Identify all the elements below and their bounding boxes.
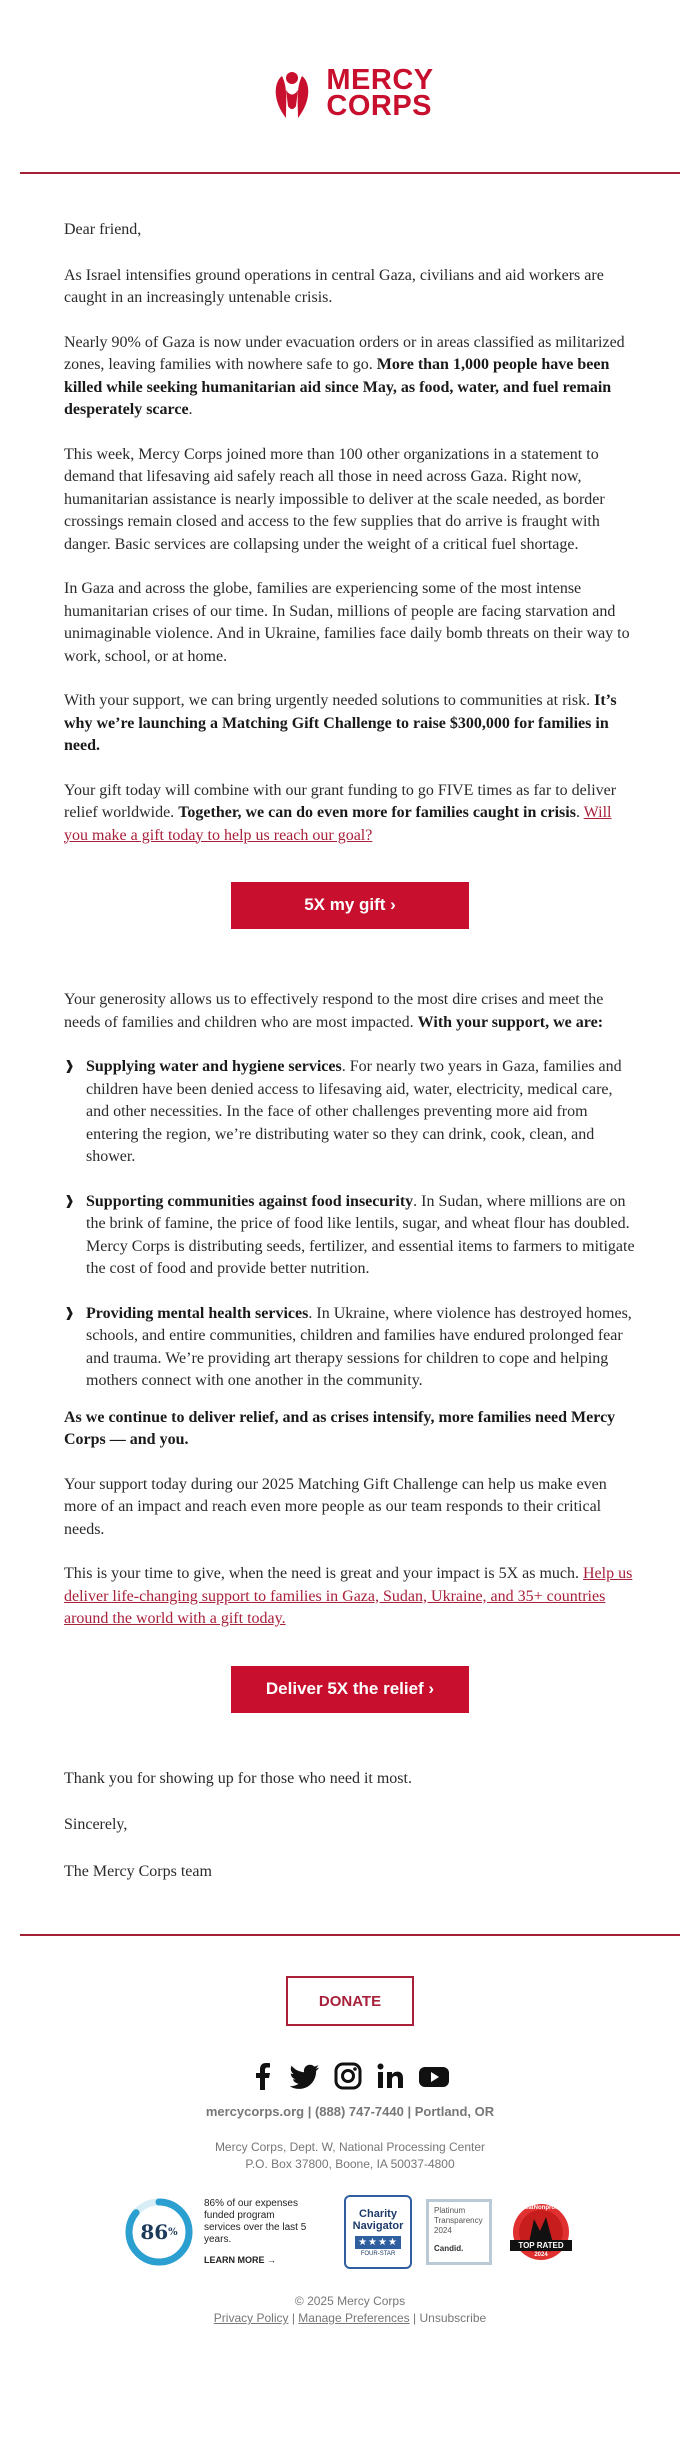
candid-badge[interactable] [426, 2199, 492, 2265]
logo-wordmark [326, 64, 434, 122]
bullet-title: Providing mental health services [86, 1304, 309, 1322]
paragraph-5-bold: It’s why we’re launching a Matching Gift Challenge to raise $300,000 for families in need. [64, 692, 617, 754]
paragraph-9: Your support today during our 2025 Matching Gift Challenge can help us make even more of an impact and reach even more people as our team responds to their critical needs. [64, 1475, 607, 1538]
closing-sincerely: Sincerely, [64, 1816, 128, 1833]
candid-line-2: Transparency [434, 2216, 483, 2225]
paragraph-2-bold: More than 1,000 people have been killed while seeking humanitarian aid since May, as food, water, and fuel remain desperately scarce [64, 356, 612, 418]
bullet-title: Supplying water and hygiene services [86, 1058, 342, 1075]
legal-links [0, 2310, 700, 2327]
paragraph-6-sep: . [575, 804, 584, 821]
closing-thanks: Thank you for showing up for those who need it most. [64, 1769, 412, 1787]
bullet-text [86, 1056, 636, 1169]
mercy-corps-emblem-icon [266, 66, 318, 120]
charity-navigator-rating: FOUR-STAR [360, 2250, 396, 2257]
bullet-body: . In Sudan, where millions are on the brink of famine, the price of food like lentils, sugar, and wheat flour has doubled. Mercy Corps is distributing seeds, fertilizer, and essential items to farmers to mitigate the cost of food and provide better nutrition. [86, 1192, 635, 1277]
bullet-text [86, 1191, 636, 1281]
paragraph-2-end: . [188, 401, 193, 418]
footer [0, 1976, 700, 2327]
stat-ring [124, 2197, 194, 2267]
bullet-chevron-icon: ❱ [64, 1059, 75, 1074]
top-rated-badge[interactable] [506, 2197, 576, 2267]
candid-brand: Candid. [434, 2244, 464, 2253]
mercy-corps-logo[interactable] [266, 66, 433, 120]
bullet-chevron-icon: ❱ [64, 1193, 75, 1209]
stat-value [124, 2197, 194, 2267]
paragraph-5-text: With your support, we can bring urgently needed solutions to communities at risk. [64, 692, 595, 709]
paragraph-7-text: Your generosity allows us to effectively respond to the most dire crises and meet the needs of families and children who are most impacted. [64, 991, 604, 1031]
stat-percent: % [168, 2226, 178, 2238]
paragraph-6-bold: Together, we can do even more for families caught in crisis [178, 804, 576, 821]
5x-my-gift-button[interactable]: 5X my gift › [231, 882, 469, 929]
charity-navigator-line-1: Charity [359, 2207, 397, 2220]
top-rated-brand: GreatNonprofits [517, 2205, 564, 2211]
address-line-1: Mercy Corps, Dept. W, National Processing Center [214, 2140, 486, 2154]
bullet-body: . For nearly two years in Gaza, families and children have been denied access to lifesaving aid, water, electricity, medical care, and other necessities. In the face of other challenges preventing more aid from entering the region, we’re distributing water so they can drink, cook, clean, and shower. [86, 1058, 622, 1165]
candid-line-1: Platinum [434, 2206, 466, 2215]
contact-line [0, 2104, 700, 2119]
paragraph-3: This week, Mercy Corps joined more than 100 other organizations in a statement to demand that lifesaving aid safely reach all those in need across Gaza. Right now, humanitarian assistance is nearly impossible to deliver at the scale needed, as border crossings remain closed and access to the few supplies that do arrive is fraught with danger. Basic services are collapsing under the weight of a critical fuel shortage. [64, 445, 605, 553]
manage-preferences-link[interactable]: Manage Preferences [298, 2311, 410, 2325]
bullet-body: . In Ukraine, where violence has destroyed homes, schools, and entire communities, children and families have endured prolonged fear and trauma. We’re providing art therapy sessions for children to cope and helping mothers connect with one another in the community. [86, 1304, 632, 1389]
paragraph-4: In Gaza and across the globe, families are experiencing some of the most intense humanitarian crises of our time. In Sudan, millions of people are facing starvation and unimaginable violence. And in Ukraine, families face daily bomb threats on their way to work, school, or at home. [64, 580, 630, 665]
paragraph-7 [64, 989, 636, 1034]
unsubscribe-link[interactable]: Unsubscribe [419, 2311, 487, 2325]
linkedin-icon[interactable] [376, 2062, 404, 2090]
bullet-chevron-icon: ❱ [64, 1305, 75, 1321]
youtube-icon[interactable] [418, 2062, 450, 2090]
bullet-text [86, 1303, 636, 1393]
twitter-icon[interactable] [290, 2062, 320, 2090]
bullet-food-insecurity [64, 1191, 636, 1281]
mailing-address [0, 2139, 700, 2173]
facebook-icon[interactable] [250, 2062, 276, 2090]
deliver-support-link[interactable]: Help us deliver life-changing support to families in Gaza, Sudan, Ukraine, and 35+ countries around the world with a gift today. [64, 1565, 633, 1627]
privacy-policy-link[interactable]: Privacy Policy [213, 2311, 289, 2325]
deliver-5x-relief-button[interactable]: Deliver 5X the relief › [231, 1666, 469, 1713]
copyright: © 2025 Mercy Corps [294, 2294, 406, 2308]
make-a-gift-link[interactable]: Will you make a gift today to help us reach our goal? [64, 804, 612, 844]
paragraph-7-bold: With your support, we are: [417, 1013, 604, 1031]
footer-divider [20, 1934, 680, 1936]
stat-number: 86 [140, 2220, 169, 2244]
paragraph-8 [64, 1407, 636, 1452]
greeting: Dear friend, [64, 221, 142, 238]
legal-separator: | [288, 2311, 299, 2325]
bullet-title: Supporting communities against food insecurity [86, 1192, 414, 1210]
paragraph-5 [64, 690, 636, 758]
charity-navigator-line-2: Navigator [352, 2219, 404, 2232]
donate-button[interactable]: DONATE [286, 1976, 414, 2026]
letter-body [0, 174, 700, 1883]
paragraph-10 [64, 1563, 636, 1631]
logo-line-1: MERCY [326, 64, 434, 96]
learn-more-link[interactable]: LEARN MORE → [204, 2255, 276, 2265]
paragraph-2 [64, 332, 636, 422]
header [0, 0, 700, 126]
social-links [0, 2062, 700, 2090]
charity-navigator-stars-icon: ★★★★ [355, 2236, 401, 2249]
legal [0, 2293, 700, 2327]
address-line-2: P.O. Box 37800, Boone, IA 50037-4800 [245, 2157, 455, 2171]
paragraph-2-text: Nearly 90% of Gaza is now under evacuation orders or in areas classified as militarized zones, leaving families with nowhere safe to go. [64, 333, 625, 373]
top-rated-label: TOP RATED [510, 2240, 572, 2251]
top-rated-year: 2024 [534, 2252, 548, 2258]
button-row-2 [64, 1666, 636, 1713]
trust-badges [0, 2195, 700, 2269]
paragraph-1: As Israel intensifies ground operations in central Gaza, civilians and aid workers are caught in an increasingly untenable crisis. [64, 266, 604, 306]
charity-navigator-badge[interactable] [344, 2195, 412, 2269]
paragraph-6 [64, 780, 636, 848]
paragraph-8-bold: As we continue to deliver relief, and as crises intensify, more families need Mercy Corps — and you. [64, 1408, 616, 1448]
button-row-1 [64, 882, 636, 929]
instagram-icon[interactable] [334, 2062, 362, 2090]
signature: The Mercy Corps team [64, 1862, 212, 1880]
bullet-mental-health [64, 1303, 636, 1393]
paragraph-6-text: Your gift today will combine with our grant funding to go FIVE times as far to deliver relief worldwide. [64, 781, 617, 821]
paragraph-10-text: This is your time to give, when the need is great and your impact is 5X as much. [64, 1565, 583, 1582]
bullet-water-hygiene [64, 1056, 636, 1169]
candid-year: 2024 [434, 2226, 452, 2235]
program-expense-stat[interactable] [124, 2197, 308, 2267]
stat-copy [204, 2198, 308, 2266]
stat-text: 86% of our expenses funded program services over the last 5 years. [204, 2198, 307, 2245]
contact-info: mercycorps.org | (888) 747-7440 | Portland, OR [205, 2104, 495, 2119]
logo-line-2: CORPS [326, 90, 433, 122]
legal-separator: | [409, 2311, 420, 2325]
